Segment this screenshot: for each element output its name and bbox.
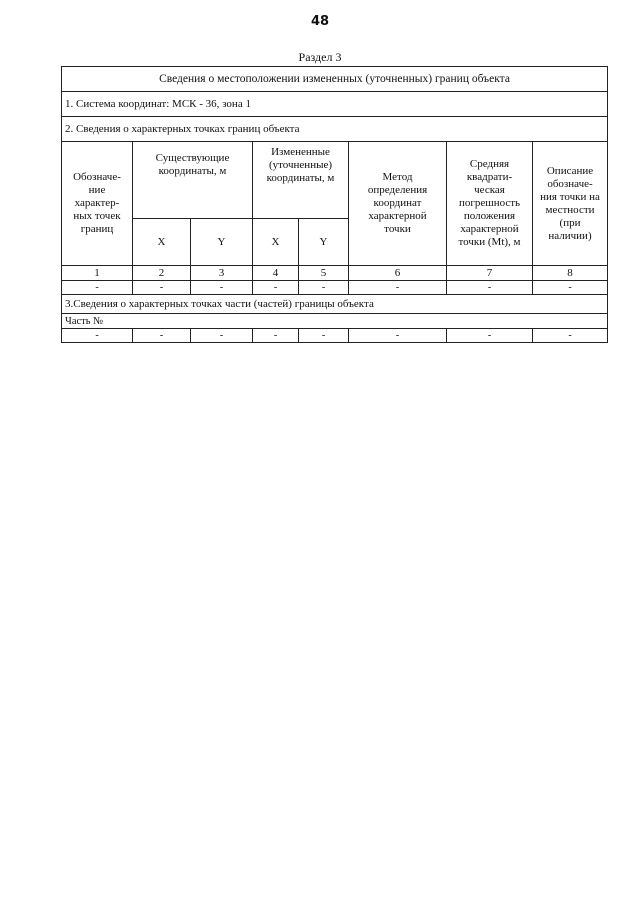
header-changed-y: Y xyxy=(299,219,349,266)
table-cell: - xyxy=(253,281,299,295)
table-cell: - xyxy=(253,329,299,343)
header-changed-x: X xyxy=(253,219,299,266)
table-title: Сведения о местоположении измененных (уточненных) границ объекта xyxy=(62,67,608,92)
header-description: Описание обозначе- ния точки на местности (при наличии) xyxy=(533,142,608,266)
points-heading-row: 2. Сведения о характерных точках границ объекта xyxy=(62,117,608,142)
column-number: 7 xyxy=(447,266,533,281)
table-row xyxy=(62,329,608,343)
table-cell: - xyxy=(533,281,608,295)
table-cell: - xyxy=(62,329,133,343)
table-cell: - xyxy=(191,329,253,343)
section-title: Раздел 3 xyxy=(298,50,342,64)
header-existing-y: Y xyxy=(191,219,253,266)
table-cell: - xyxy=(299,329,349,343)
table-cell: - xyxy=(349,281,447,295)
coord-system-row: 1. Система координат: МСК - 36, зона 1 xyxy=(62,92,608,117)
header-changed-coords: Измененные (уточненные) координаты, м xyxy=(253,142,349,219)
header-designation: Обозначе- ние характер- ных точек границ xyxy=(62,142,133,266)
column-number: 3 xyxy=(191,266,253,281)
header-existing-coords: Существующие координаты, м xyxy=(133,142,253,219)
page-number: 48 xyxy=(310,14,330,29)
table-row xyxy=(62,281,608,295)
column-number: 6 xyxy=(349,266,447,281)
table-cell: - xyxy=(299,281,349,295)
column-number: 8 xyxy=(533,266,608,281)
table-cell: - xyxy=(62,281,133,295)
column-number: 5 xyxy=(299,266,349,281)
part-label-row: Часть № xyxy=(62,314,608,329)
parts-heading-row: 3.Сведения о характерных точках части (частей) границы объекта xyxy=(62,295,608,314)
table-cell: - xyxy=(447,281,533,295)
boundary-table xyxy=(61,66,608,343)
header-existing-x: X xyxy=(133,219,191,266)
header-method: Метод определения координат характерной точки xyxy=(349,142,447,266)
table-cell: - xyxy=(133,329,191,343)
table-cell: - xyxy=(133,281,191,295)
table-cell: - xyxy=(447,329,533,343)
column-number-row xyxy=(62,266,608,281)
column-number: 2 xyxy=(133,266,191,281)
header-mean-error: Средняя квадрати- ческая погрешность положения характерной точки (Mt), м xyxy=(447,142,533,266)
column-number: 1 xyxy=(62,266,133,281)
table-cell: - xyxy=(191,281,253,295)
table-cell: - xyxy=(349,329,447,343)
column-number: 4 xyxy=(253,266,299,281)
table-cell: - xyxy=(533,329,608,343)
